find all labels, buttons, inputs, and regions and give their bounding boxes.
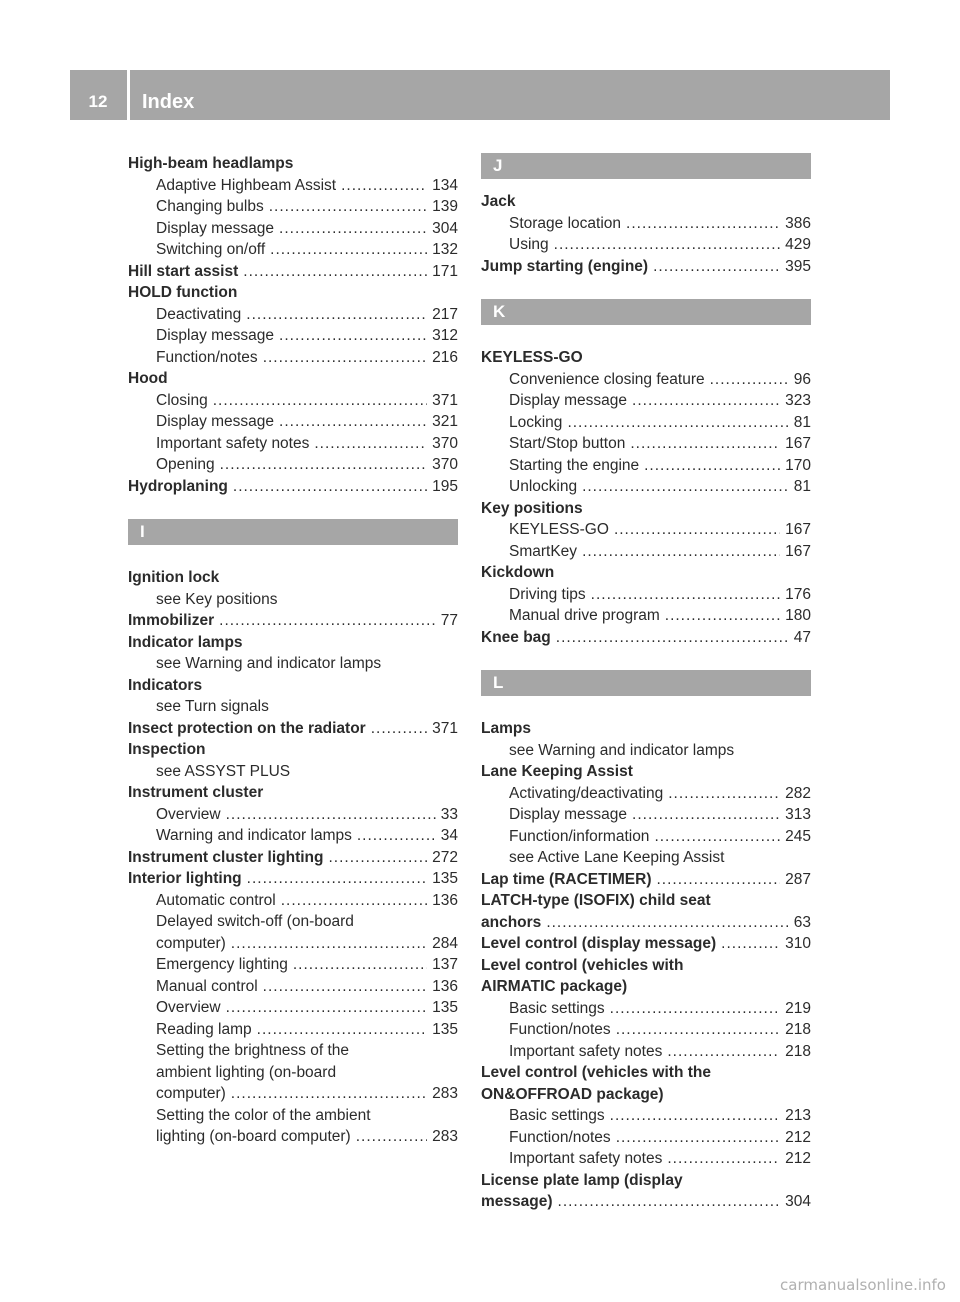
entry-page-number[interactable]: 212 xyxy=(785,1128,811,1146)
index-entry[interactable] xyxy=(481,869,811,891)
entry-label: computer) xyxy=(156,934,226,952)
entry-page-number[interactable]: 63 xyxy=(793,913,811,931)
page-header xyxy=(70,70,890,120)
entry-label: Insect protection on the radiator xyxy=(128,719,366,737)
index-subentry[interactable] xyxy=(128,976,458,998)
index-subentry xyxy=(128,696,458,718)
entry-label: Switching on/off xyxy=(156,241,266,258)
entry-label: High-beam headlamps xyxy=(128,155,294,172)
index-subentry[interactable] xyxy=(481,1105,811,1127)
index-entry xyxy=(481,191,811,213)
index-entry[interactable] xyxy=(128,261,458,283)
entry-label: Setting the brightness of the xyxy=(156,1042,350,1059)
entry-label: Unlocking xyxy=(509,478,578,495)
index-subentry[interactable] xyxy=(481,519,811,541)
entry-page-number[interactable]: 312 xyxy=(432,327,458,344)
entry-label: Function/notes xyxy=(509,1021,611,1038)
entry-label: Overview xyxy=(156,805,221,823)
index-subentry xyxy=(128,1062,458,1084)
dot-leader xyxy=(630,433,780,455)
entry-page-number[interactable]: 321 xyxy=(432,413,458,430)
dot-leader xyxy=(247,868,427,890)
index-entry xyxy=(481,890,811,912)
entry-label: Emergency lighting xyxy=(156,956,288,973)
entry-label: Kickdown xyxy=(481,564,555,581)
entry-page-number[interactable]: 136 xyxy=(432,977,458,995)
entry-label: Opening xyxy=(156,456,215,473)
entry-label: Storage location xyxy=(509,214,622,232)
entry-page-number[interactable]: 167 xyxy=(785,435,811,452)
dot-leader xyxy=(279,218,427,240)
entry-page-number[interactable]: 134 xyxy=(432,176,458,194)
entry-page-number[interactable]: 429 xyxy=(785,236,811,253)
entry-label: Driving tips xyxy=(509,585,586,603)
entry-label: Important safety notes xyxy=(509,1150,663,1167)
index-entry[interactable] xyxy=(481,627,811,649)
entry-label: anchors xyxy=(481,913,542,931)
entry-page-number[interactable]: 245 xyxy=(785,827,811,845)
section-header-j: J xyxy=(481,153,811,179)
entry-label: Hydroplaning xyxy=(128,477,228,495)
index-subentry xyxy=(481,847,811,869)
entry-page-number[interactable]: 170 xyxy=(785,456,811,474)
index-entry[interactable] xyxy=(481,912,811,934)
entry-page-number[interactable]: 137 xyxy=(432,956,458,973)
entry-page-number[interactable]: 171 xyxy=(432,262,458,280)
entry-page-number[interactable]: 218 xyxy=(785,1042,811,1060)
entry-page-number[interactable]: 195 xyxy=(432,477,458,495)
index-entry xyxy=(481,955,811,977)
entry-label: see Turn signals xyxy=(156,698,269,715)
entry-label: Key positions xyxy=(481,499,583,517)
dot-leader xyxy=(231,933,427,955)
entry-label: Indicator lamps xyxy=(128,633,243,651)
entry-page-number[interactable]: 81 xyxy=(793,478,811,495)
dot-leader xyxy=(616,1019,780,1041)
index-column-left xyxy=(128,153,458,1148)
index-subentry[interactable] xyxy=(481,804,811,826)
index-entry xyxy=(128,282,458,304)
entry-page-number[interactable]: 132 xyxy=(432,241,458,258)
dot-leader xyxy=(263,976,427,998)
entry-page-number[interactable]: 167 xyxy=(785,542,811,560)
index-entry xyxy=(481,761,811,783)
dot-leader xyxy=(293,954,427,976)
dot-leader xyxy=(668,783,780,805)
index-subentry[interactable] xyxy=(481,1127,811,1149)
dot-leader xyxy=(270,239,427,261)
index-subentry[interactable] xyxy=(481,476,811,498)
entry-page-number[interactable]: 395 xyxy=(785,257,811,275)
entry-label: Jack xyxy=(481,193,516,210)
index-subentry[interactable] xyxy=(481,541,811,563)
entry-label: Using xyxy=(509,236,549,253)
index-subentry[interactable] xyxy=(128,1019,458,1041)
index-subentry xyxy=(128,911,458,933)
index-subentry[interactable] xyxy=(128,890,458,912)
index-subentry[interactable] xyxy=(128,325,458,347)
dot-leader xyxy=(279,325,427,347)
index-subentry[interactable] xyxy=(481,412,811,434)
entry-label: Lap time (RACETIMER) xyxy=(481,870,652,888)
index-subentry[interactable] xyxy=(481,369,811,391)
index-entry xyxy=(128,153,458,175)
dot-leader xyxy=(356,1126,427,1148)
index-entry xyxy=(481,1170,811,1192)
dot-leader xyxy=(546,912,788,934)
index-subentry xyxy=(128,1105,458,1127)
dot-leader xyxy=(654,826,780,848)
entry-page-number[interactable]: 216 xyxy=(432,348,458,366)
dot-leader xyxy=(567,412,788,434)
index-subentry[interactable] xyxy=(128,1126,458,1148)
index-subentry[interactable] xyxy=(128,954,458,976)
entry-page-number[interactable]: 176 xyxy=(785,585,811,603)
entry-page-number[interactable]: 81 xyxy=(793,413,811,431)
entry-label: KEYLESS-GO xyxy=(481,349,583,366)
dot-leader xyxy=(657,869,781,891)
entry-label: Instrument cluster xyxy=(128,784,264,801)
entry-page-number[interactable]: 304 xyxy=(785,1193,811,1210)
dot-leader xyxy=(213,390,427,412)
dot-leader xyxy=(314,433,427,455)
dot-leader xyxy=(231,1083,427,1105)
entry-label: see Active Lane Keeping Assist xyxy=(509,849,725,866)
entry-page-number[interactable]: 217 xyxy=(432,305,458,323)
entry-label: Automatic control xyxy=(156,891,276,909)
entry-page-number[interactable]: 213 xyxy=(785,1107,811,1124)
index-entry[interactable] xyxy=(128,610,458,632)
entry-label: Closing xyxy=(156,391,208,409)
entry-page-number[interactable]: 370 xyxy=(432,456,458,473)
index-entry[interactable] xyxy=(481,256,811,278)
entry-page-number[interactable]: 135 xyxy=(432,870,458,887)
entry-label: Display message xyxy=(509,392,628,409)
index-subentry[interactable] xyxy=(128,218,458,240)
entry-label: computer) xyxy=(156,1085,226,1102)
index-subentry[interactable] xyxy=(481,605,811,627)
dot-leader xyxy=(665,605,780,627)
entry-page-number[interactable]: 284 xyxy=(432,934,458,952)
dot-leader xyxy=(616,1127,780,1149)
index-entry xyxy=(481,498,811,520)
index-subentry[interactable] xyxy=(481,783,811,805)
entry-label: Level control (display message) xyxy=(481,935,717,952)
dot-leader xyxy=(226,997,428,1019)
entry-page-number[interactable]: 283 xyxy=(432,1128,458,1145)
entry-page-number[interactable]: 283 xyxy=(432,1085,458,1102)
entry-label: Adaptive Highbeam Assist xyxy=(156,176,337,194)
index-subentry[interactable] xyxy=(128,239,458,261)
entry-label: Function/notes xyxy=(156,348,258,366)
entry-page-number[interactable]: 371 xyxy=(432,391,458,409)
entry-page-number[interactable]: 135 xyxy=(432,999,458,1016)
index-entry xyxy=(128,675,458,697)
entry-label: Ignition lock xyxy=(128,569,220,586)
index-subentry[interactable] xyxy=(128,997,458,1019)
entry-label: Deactivating xyxy=(156,305,242,323)
index-entry[interactable] xyxy=(128,718,458,740)
dot-leader xyxy=(582,476,789,498)
index-subentry xyxy=(128,653,458,675)
entry-label: LATCH-type (ISOFIX) child seat xyxy=(481,892,711,909)
entry-page-number[interactable]: 139 xyxy=(432,198,458,215)
entry-label: Starting the engine xyxy=(509,456,640,474)
index-entry[interactable] xyxy=(481,1191,811,1213)
entry-page-number[interactable]: 33 xyxy=(440,805,458,823)
dot-leader xyxy=(644,455,780,477)
index-subentry[interactable] xyxy=(481,455,811,477)
entry-page-number[interactable]: 310 xyxy=(785,935,811,952)
index-subentry[interactable] xyxy=(128,347,458,369)
entry-page-number[interactable]: 47 xyxy=(793,628,811,646)
index-subentry[interactable] xyxy=(128,175,458,197)
entry-page-number[interactable]: 386 xyxy=(785,214,811,232)
index-entry xyxy=(481,347,811,369)
section-header-i: I xyxy=(128,519,458,545)
entry-page-number[interactable]: 313 xyxy=(785,806,811,823)
dot-leader xyxy=(226,804,436,826)
entry-label: Level control (vehicles with xyxy=(481,956,684,974)
index-subentry[interactable] xyxy=(481,584,811,606)
entry-label: Jump starting (engine) xyxy=(481,257,649,275)
entry-label: Hill start assist xyxy=(128,262,239,280)
index-subentry[interactable] xyxy=(481,213,811,235)
index-subentry[interactable] xyxy=(128,825,458,847)
entry-label: Manual drive program xyxy=(509,607,660,624)
index-subentry xyxy=(128,589,458,611)
index-entry xyxy=(481,718,811,740)
entry-label: Inspection xyxy=(128,741,206,758)
index-subentry xyxy=(128,1040,458,1062)
dot-leader xyxy=(281,890,427,912)
index-entry xyxy=(128,368,458,390)
dot-leader xyxy=(614,519,780,541)
index-entry xyxy=(481,562,811,584)
index-subentry[interactable] xyxy=(128,933,458,955)
entry-label: Reading lamp xyxy=(156,1020,252,1038)
index-entry[interactable] xyxy=(128,476,458,498)
dot-leader xyxy=(632,804,780,826)
watermark: carmanualsonline.info xyxy=(780,1276,946,1294)
dot-leader xyxy=(328,847,427,869)
dot-leader xyxy=(357,825,436,847)
entry-page-number[interactable]: 323 xyxy=(785,392,811,409)
index-entry xyxy=(128,782,458,804)
dot-leader xyxy=(653,256,780,278)
index-subentry xyxy=(128,761,458,783)
entry-label: Start/Stop button xyxy=(509,435,626,452)
entry-label: Lamps xyxy=(481,720,531,737)
entry-label: see Key positions xyxy=(156,590,278,608)
entry-page-number[interactable]: 282 xyxy=(785,784,811,802)
entry-label: ambient lighting (on-board xyxy=(156,1063,337,1081)
index-entry xyxy=(128,567,458,589)
dot-leader xyxy=(279,411,427,433)
entry-label: ON&OFFROAD package) xyxy=(481,1085,664,1103)
entry-label: Hood xyxy=(128,370,168,387)
dot-leader xyxy=(632,390,780,412)
entry-label: Instrument cluster lighting xyxy=(128,848,324,866)
index-subentry[interactable] xyxy=(128,411,458,433)
index-subentry[interactable] xyxy=(128,304,458,326)
entry-page-number[interactable]: 370 xyxy=(432,434,458,452)
entry-label: Locking xyxy=(509,413,563,431)
entry-label: Important safety notes xyxy=(156,434,310,452)
dot-leader xyxy=(710,369,789,391)
entry-label: Interior lighting xyxy=(128,870,242,887)
index-subentry[interactable] xyxy=(481,1019,811,1041)
entry-label: message) xyxy=(481,1193,553,1210)
entry-label: Knee bag xyxy=(481,628,551,646)
dot-leader xyxy=(341,175,427,197)
entry-label: Display message xyxy=(156,413,275,430)
index-subentry[interactable] xyxy=(128,1083,458,1105)
entry-label: Setting the color of the ambient xyxy=(156,1106,371,1124)
index-subentry xyxy=(481,740,811,762)
entry-label: HOLD function xyxy=(128,284,238,301)
entry-label: Basic settings xyxy=(509,999,605,1017)
index-entry[interactable] xyxy=(128,868,458,890)
dot-leader xyxy=(610,1105,780,1127)
index-subentry[interactable] xyxy=(481,998,811,1020)
entry-page-number[interactable]: 219 xyxy=(785,999,811,1017)
entry-page-number[interactable]: 371 xyxy=(432,719,458,737)
entry-label: License plate lamp (display xyxy=(481,1171,683,1189)
dot-leader xyxy=(556,627,789,649)
entry-label: Function/information xyxy=(509,827,650,845)
dot-leader xyxy=(554,234,780,256)
index-entry[interactable] xyxy=(481,933,811,955)
entry-label: Lane Keeping Assist xyxy=(481,763,633,780)
dot-leader xyxy=(721,933,780,955)
index-entry xyxy=(481,1084,811,1106)
entry-label: Overview xyxy=(156,999,221,1016)
index-subentry[interactable] xyxy=(128,433,458,455)
section-header-k: K xyxy=(481,299,811,325)
index-entry xyxy=(128,632,458,654)
index-entry xyxy=(481,976,811,998)
entry-page-number[interactable]: 135 xyxy=(432,1020,458,1038)
index-entry[interactable] xyxy=(128,847,458,869)
index-subentry[interactable] xyxy=(481,390,811,412)
dot-leader xyxy=(219,610,436,632)
dot-leader xyxy=(243,261,427,283)
entry-label: Delayed switch-off (on-board xyxy=(156,913,354,930)
dot-leader xyxy=(558,1191,781,1213)
entry-page-number[interactable]: 287 xyxy=(785,870,811,888)
dot-leader xyxy=(610,998,780,1020)
entry-page-number[interactable]: 96 xyxy=(793,370,811,388)
dot-leader xyxy=(626,213,780,235)
dot-leader xyxy=(233,476,427,498)
entry-label: see ASSYST PLUS xyxy=(156,762,291,780)
index-entry xyxy=(128,739,458,761)
index-subentry[interactable] xyxy=(481,1041,811,1063)
dot-leader xyxy=(371,718,427,740)
entry-label: see Warning and indicator lamps xyxy=(509,741,735,759)
entry-page-number[interactable]: 180 xyxy=(785,607,811,624)
dot-leader xyxy=(269,196,427,218)
dot-leader xyxy=(246,304,427,326)
entry-page-number[interactable]: 304 xyxy=(432,219,458,237)
dot-leader xyxy=(591,584,780,606)
entry-label: Changing bulbs xyxy=(156,198,264,215)
dot-leader xyxy=(667,1041,780,1063)
entry-label: Function/notes xyxy=(509,1128,611,1146)
index-subentry[interactable] xyxy=(481,433,811,455)
entry-label: lighting (on-board computer) xyxy=(156,1128,351,1145)
index-subentry[interactable] xyxy=(128,390,458,412)
entry-label: Activating/deactivating xyxy=(509,784,664,802)
entry-label: Display message xyxy=(509,806,628,823)
dot-leader xyxy=(220,454,428,476)
entry-label: Immobilizer xyxy=(128,612,215,629)
entry-label: Important safety notes xyxy=(509,1042,663,1060)
index-subentry[interactable] xyxy=(481,1148,811,1170)
index-subentry[interactable] xyxy=(128,454,458,476)
entry-label: Basic settings xyxy=(509,1107,605,1124)
entry-label: Warning and indicator lamps xyxy=(156,827,352,844)
dot-leader xyxy=(667,1148,780,1170)
header-separator xyxy=(127,70,130,120)
entry-page-number[interactable]: 136 xyxy=(432,891,458,909)
entry-label: Indicators xyxy=(128,676,203,694)
index-column-right xyxy=(481,153,811,1213)
entry-label: see Warning and indicator lamps xyxy=(156,655,382,672)
index-subentry[interactable] xyxy=(128,804,458,826)
entry-label: Level control (vehicles with the xyxy=(481,1064,711,1081)
entry-label: Display message xyxy=(156,219,275,237)
dot-leader xyxy=(582,541,780,563)
entry-label: AIRMATIC package) xyxy=(481,978,628,995)
index-subentry[interactable] xyxy=(481,826,811,848)
dot-leader xyxy=(257,1019,427,1041)
entry-label: Convenience closing feature xyxy=(509,370,705,388)
entry-page-number[interactable]: 77 xyxy=(440,612,458,629)
entry-label: Manual control xyxy=(156,977,258,995)
section-header-l: L xyxy=(481,670,811,696)
page-number: 12 xyxy=(88,92,108,111)
index-entry xyxy=(481,1062,811,1084)
index-subentry[interactable] xyxy=(481,234,811,256)
entry-label: KEYLESS-GO xyxy=(509,521,609,538)
entry-label: SmartKey xyxy=(509,542,578,560)
entry-page-number[interactable]: 272 xyxy=(432,848,458,866)
entry-page-number[interactable]: 212 xyxy=(785,1150,811,1167)
entry-page-number[interactable]: 218 xyxy=(785,1021,811,1038)
dot-leader xyxy=(263,347,427,369)
entry-page-number[interactable]: 167 xyxy=(785,521,811,538)
index-subentry[interactable] xyxy=(128,196,458,218)
entry-page-number[interactable]: 34 xyxy=(440,827,458,844)
page-title: Index xyxy=(142,91,195,113)
entry-label: Display message xyxy=(156,327,275,344)
